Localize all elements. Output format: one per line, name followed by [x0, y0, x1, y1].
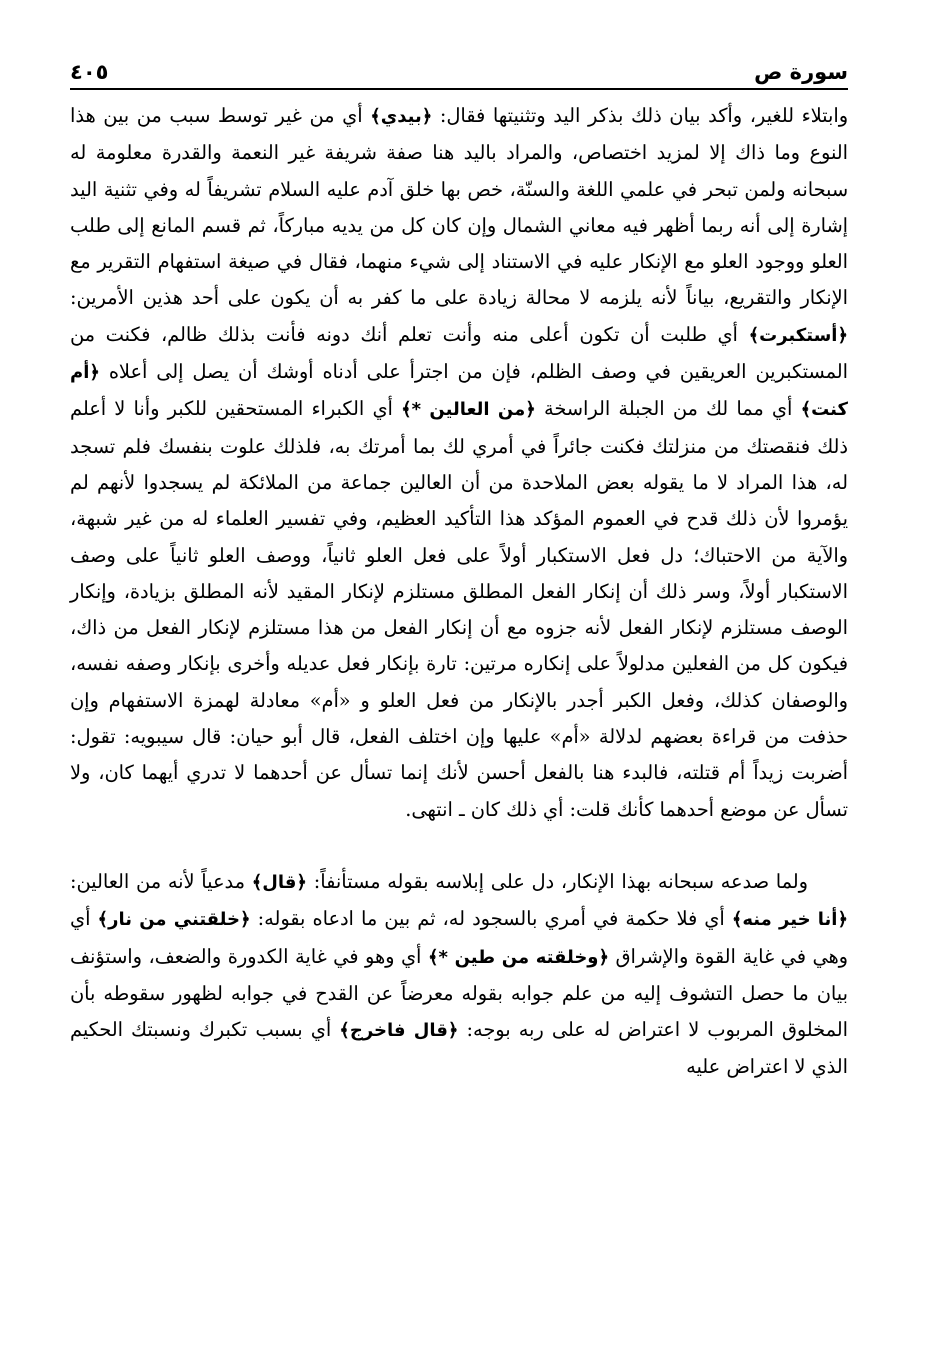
text-segment: مدعياً لأنه من العالين:: [70, 869, 252, 893]
quran-quote: ﴿أستكبرت﴾: [748, 324, 848, 346]
text-segment: أي فلا حكمة في أمري بالسجود له، ثم بين ما ادعاه بقوله:: [250, 907, 732, 931]
text-segment: أي مما لك من الجبلة الراسخة: [535, 397, 801, 421]
quran-quote: ﴿خلقتني من نار﴾: [97, 909, 251, 931]
text-segment: أي الكبراء المستحقين للكبر وأنا لا أعلم ذلك فنقصتك من منزلتك فكنت جائراً في أمري لك بما أمرتك به، فلذلك علوت بنفسك فلم تسجد له، هذا المراد لا ما يقوله بعض الملاحدة من أن العالين جماعة من الملائكة لم يسجدوا لأنهم لم يؤمروا لأن ذلك قدح في العموم المؤكد هذا التأكيد العظيم، وفي تفسير العلماء له من غير شبهة، والآية من الاحتباك؛ دل فعل الاستكبار أولاً على فعل العلو ثانياً، ووصف العلو ثانياً على وصف الاستكبار أولاً، وسر ذلك أن إنكار الفعل المطلق مستلزم لإنكار المقيد لأنه المطلق بزيادة، وإنكار الوصف مستلزم لإنكار الفعل لأنه جزوه مع أن إنكار الفعل من هذا مستلزم لإنكار الفعل من ذاك، فيكون كل من الفعلين مدلولاً على إنكاره مرتين: تارة بإنكار فعل عديله وأخرى بإنكار وصفه نفسه، والوصفان كذلك، وفعل الكبر أجدر بالإنكار من فعل العلو و «أم» معادلة لهمزة الاستفهام وإن حذفت من قراءة بعضهم لدلالة «أم» عليها وإن اختلف الفعل، قال أبو حيان: قال سيبويه: تقول: أضربت زيداً أم قتلته، فالبدء هنا بالفعل أحسن لأنك إنما تسأل عن أحدهما لا تدري أيهما كان، ولا تسأل عن موضع أحدهما كأنك قلت: أي ذلك كان ـ انتهى.: [70, 397, 848, 821]
page-body: [70, 98, 848, 1086]
text-segment: أي طلبت أن تكون أعلى منه وأنت تعلم أنك دونه فأنت بذلك ظالم، فكنت من المستكبرين العريقين في وصف الظلم، فإن من اجترأ على أدناه أوشك أن يصل إلى أعلاه: [70, 322, 848, 384]
text-segment: ولما صدعه سبحانه بهذا الإنكار، دل على إبلاسه بقوله مستأنفاً:: [306, 869, 808, 893]
surah-title: سورة ص: [754, 60, 848, 84]
quran-quote: ﴿قال﴾: [251, 871, 307, 893]
page-number: ٤٠٥: [70, 60, 109, 84]
quran-quote: ﴿أنا خير منه﴾: [731, 909, 849, 931]
text-segment: أي وهو في غاية الكدورة والضعف، واستؤنف بيان ما حصل التشوف إليه من علم جوابه بقوله معرضاً عن القدح في جوابه لظهور سقوطه بأن المخلوق المربوب لا اعتراض له على ربه بوجه:: [70, 944, 849, 1042]
text-segment: أي من غير توسط سبب من بين هذا النوع وما ذاك إلا لمزيد اختصاص، والمراد باليد هنا صفة شريفة غير النعمة والقدرة معلومة له سبحانه ولمن تبحر في علمي اللغة والسنّة، خص بها خلق آدم عليه السلام تشريفاً له وفي تثنية اليد إشارة إلى أنه ربما أظهر فيه معاني الشمال وإن كان كل من يديه مباركاً، ثم قسم المانع إلى طلب العلو ووجود العلو مع الإنكار عليه في الاستناد إلى شيء منهما، فقال في صيغة استفهام التقرير مع الإنكار والتقريع، بياناً لأنه يلزمه لا محالة زيادة على ما كفر به أن يكون على أحد هذين الأمرين:: [70, 104, 848, 310]
text-segment: أي بسبب تكبرك ونسبتك الحكيم الذي لا اعتراض عليه: [70, 1018, 848, 1079]
text-segment: أي وهي في غاية القوة والإشراق: [70, 907, 848, 968]
quran-quote: ﴿قال فاخرج﴾: [339, 1020, 459, 1042]
running-header: [70, 48, 848, 90]
book-page: [70, 48, 848, 1086]
quran-quote: ﴿أم كنت﴾: [70, 362, 848, 421]
tafsir-paragraph-2: [70, 864, 848, 1086]
quran-quote: ﴿بيدي﴾: [370, 106, 433, 127]
text-segment: وابتلاء للغير، وأكد بيان ذلك بذكر اليد وتثنيتها فقال:: [432, 104, 848, 127]
tafsir-paragraph-1: [70, 98, 848, 828]
quran-quote: ﴿وخلقته من طين *﴾: [427, 946, 610, 968]
quran-quote: ﴿من العالين *﴾: [401, 399, 536, 421]
